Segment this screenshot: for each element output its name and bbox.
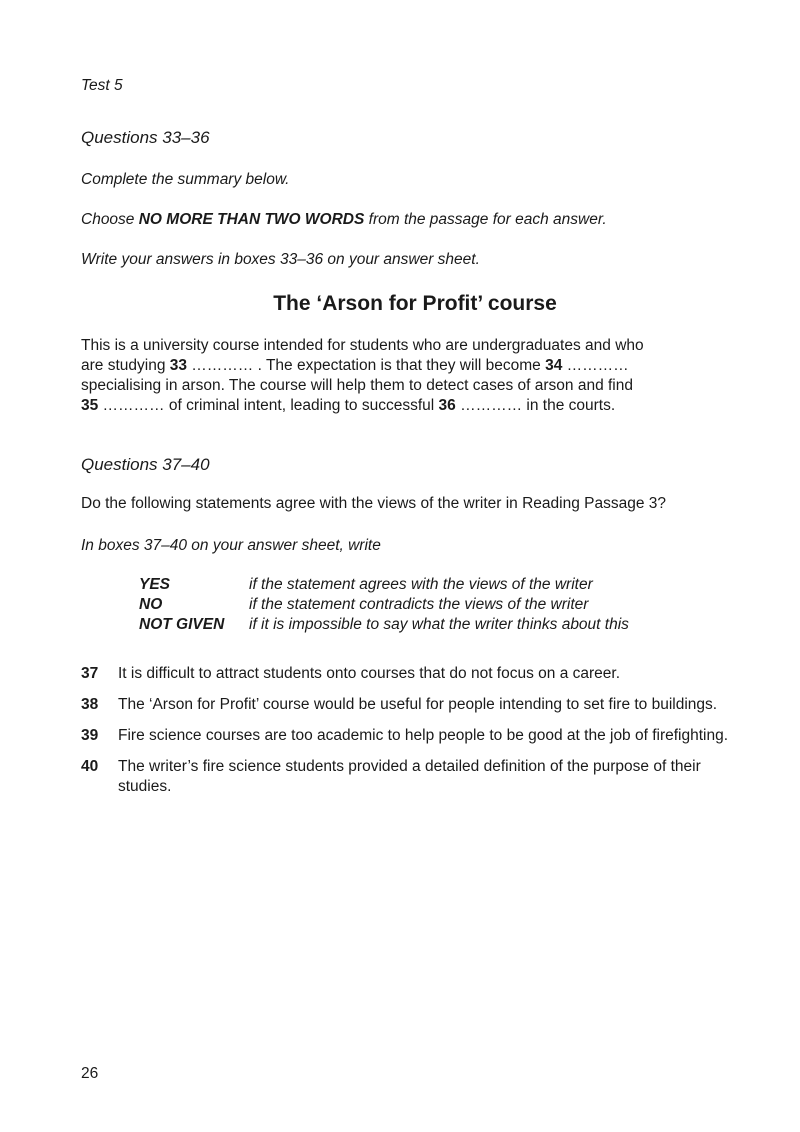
gap-number-34: 34 [545,357,563,374]
summary-line [81,356,731,376]
questions-37-40-heading: Questions 37–40 [81,455,210,474]
instruction-text: Choose [81,211,139,228]
instruction-answer-boxes: Write your answers in boxes 33–36 on your answer sheet. [81,251,480,268]
summary-line [81,396,731,416]
key-label: NOT GIVEN [139,616,225,633]
page-number: 26 [81,1065,99,1082]
statement-text: It is difficult to attract students onto courses that do not focus on a career. [118,665,621,682]
statement-text: The ‘Arson for Profit’ course would be useful for people intending to set fire to buildings. [118,696,718,713]
key-description: if the statement agrees with the views of the writer [249,576,593,593]
questions-33-36-heading: Questions 33–36 [81,128,210,147]
answer-key-table [139,575,629,635]
summary-text: ………… . The expectation is that they will become [187,357,546,374]
statement-number: 39 [81,727,99,744]
statement-item [81,726,731,746]
key-description: if the statement contradicts the views of the writer [249,596,589,613]
summary-title: The ‘Arson for Profit’ course [273,292,557,315]
statements-intro: Do the following statements agree with the views of the writer in Reading Passage 3? [81,495,667,512]
statement-item [81,757,731,797]
statement-list [81,664,731,808]
statement-number: 37 [81,665,99,682]
instruction-text: from the passage for each answer. [364,211,607,228]
statement-text: Fire science courses are too academic to help people to be good at the job of firefighting. [118,727,729,744]
key-description: if it is impossible to say what the writer thinks about this [249,616,629,633]
summary-paragraph [81,336,731,416]
summary-text: are studying [81,357,170,374]
key-label: YES [139,576,171,593]
instruction-word-limit [81,210,607,230]
instruction-complete-summary: Complete the summary below. [81,171,290,188]
answer-instruction: In boxes 37–40 on your answer sheet, write [81,537,381,554]
summary-line: specialising in arson. The course will help them to detect cases of arson and find [81,377,633,394]
gap-number-35: 35 [81,397,99,414]
summary-line: This is a university course intended for students who are undergraduates and who [81,337,644,354]
running-header: Test 5 [81,77,123,94]
key-row-not-given [139,615,629,635]
summary-text: ………… in the courts. [455,397,616,414]
statement-text: The writer’s fire science students provided a detailed definition of the purpose of their studies. [118,758,701,795]
key-row-yes [139,575,629,595]
gap-number-33: 33 [169,357,187,374]
statement-number: 40 [81,758,99,775]
statement-item [81,695,731,715]
statement-item [81,664,731,684]
key-row-no [139,595,629,615]
gap-number-36: 36 [438,397,456,414]
word-limit-emphasis: NO MORE THAN TWO WORDS [138,211,365,228]
summary-text: ………… of criminal intent, leading to successful [98,397,439,414]
key-label: NO [139,596,163,613]
statement-number: 38 [81,696,99,713]
summary-text: ………… [562,357,629,374]
